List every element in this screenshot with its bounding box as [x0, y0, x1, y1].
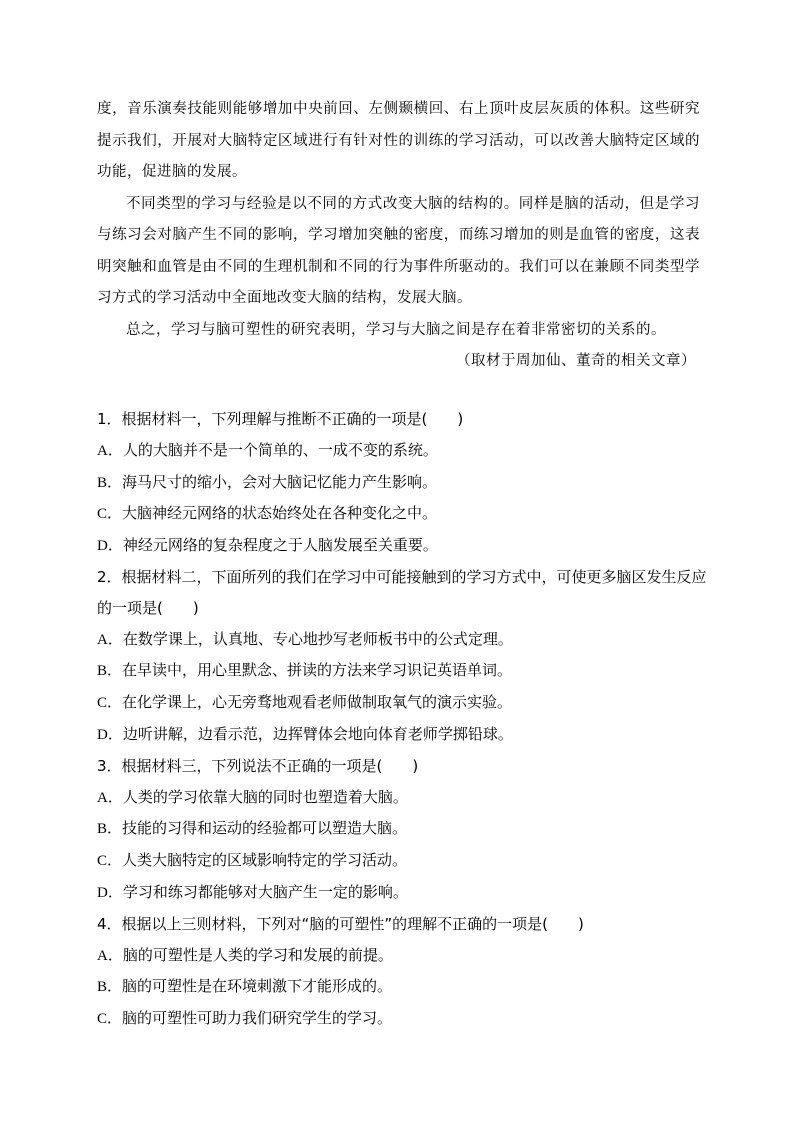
- question-stem: 1．根据材料一，下列理解与推断不正确的一项是( ): [97, 410, 464, 428]
- option-text: 人类大脑特定的区域影响特定的学习活动。: [122, 851, 408, 870]
- option-text: 大脑神经元网络的状态始终处在各种变化之中。: [122, 504, 438, 523]
- passage-paragraph-2: 不同类型的学习与经验是以不同的方式改变大脑的结构的。同样是脑的活动，但是学习与练习会对脑产生不同的影响，学习增加突触的密度，而练习增加的则是血管的密度，这表明突触和血管是由不同的生理机制和不同的行为事件所驱动的。我们可以在兼顾不同类型学习方式的学习活动中全面地改变大脑的结构，发展大脑。: [97, 195, 700, 306]
- option-d: [97, 877, 707, 909]
- passage-paragraph-1: 度，音乐演奏技能则能够增加中央前回、左侧颞横回、右上顶叶皮层灰质的体积。这些研究提示我们，开展对大脑特定区域进行有针对性的训练的学习活动，可以改善大脑特定区域的功能，促进脑的发展。: [97, 101, 700, 180]
- option-text: 人类的学习依靠大脑的同时也塑造着大脑。: [122, 787, 408, 806]
- option-text: 人的大脑并不是一个简单的、一成不变的系统。: [122, 440, 438, 459]
- option-b: [97, 467, 707, 499]
- option-c: [97, 845, 707, 877]
- option-b: [97, 813, 707, 845]
- option-text: 脑的可塑性是人类的学习和发展的前提。: [122, 945, 393, 964]
- option-c: [97, 498, 707, 530]
- question-3: [97, 751, 707, 909]
- option-a: [97, 435, 707, 467]
- option-letter: D．: [97, 884, 123, 901]
- question-stem: 3．根据材料三，下列说法不正确的一项是( ): [97, 756, 419, 775]
- option-text: 边听讲解，边看示范，边挥臂体会地向体育老师学掷铅球。: [122, 724, 513, 743]
- question-2: [97, 562, 707, 751]
- option-letter: B．: [97, 821, 123, 838]
- option-text: 在数学课上，认真地、专心地抄写老师板书中的公式定理。: [122, 629, 513, 648]
- option-letter: C．: [97, 853, 123, 870]
- option-d: [97, 719, 707, 751]
- option-letter: A．: [97, 947, 123, 964]
- option-c: [97, 687, 707, 719]
- question-list: [97, 404, 707, 1035]
- option-text: 在早读中，用心里默念、拼读的方法来学习识记英语单词。: [122, 661, 513, 680]
- option-letter: D．: [97, 726, 123, 743]
- option-text: 脑的可塑性可助力我们研究学生的学习。: [122, 1009, 393, 1028]
- option-text: 神经元网络的复杂程度之于人脑发展至关重要。: [122, 536, 438, 555]
- option-text: 海马尺寸的缩小，会对大脑记忆能力产生影响。: [122, 472, 438, 491]
- option-a: [97, 782, 707, 814]
- option-letter: A．: [97, 631, 123, 648]
- option-letter: A．: [97, 442, 123, 459]
- option-letter: C．: [97, 1011, 123, 1028]
- option-b: [97, 971, 707, 1003]
- option-d: [97, 530, 707, 562]
- option-letter: C．: [97, 506, 123, 523]
- question-1: [97, 404, 707, 562]
- option-letter: D．: [97, 538, 123, 555]
- reading-passage: [97, 94, 700, 378]
- option-a: [97, 940, 707, 972]
- option-a: [97, 624, 707, 656]
- question-4: [97, 909, 707, 1035]
- option-c: [97, 1003, 707, 1035]
- passage-paragraph-3: 总之，学习与脑可塑性的研究表明，学习与大脑之间是存在着非常密切的关系的。: [126, 321, 666, 338]
- option-text: 在化学课上，心无旁骛地观看老师做制取氧气的演示实验。: [122, 693, 513, 712]
- question-stem: 4．根据以上三则材料，下列对“脑的可塑性”的理解不正确的一项是( ): [97, 914, 584, 933]
- option-letter: C．: [97, 695, 123, 712]
- option-letter: B．: [97, 474, 123, 491]
- option-text: 学习和练习都能够对大脑产生一定的影响。: [122, 882, 408, 901]
- option-letter: B．: [97, 979, 123, 996]
- option-letter: B．: [97, 663, 123, 680]
- option-text: 技能的习得和运动的经验都可以塑造大脑。: [122, 819, 408, 838]
- passage-source: （取材于周加仙、董奇的相关文章）: [456, 353, 696, 369]
- option-b: [97, 655, 707, 687]
- option-text: 脑的可塑性是在环境刺激下才能形成的。: [122, 977, 393, 996]
- option-letter: A．: [97, 789, 123, 806]
- question-stem: 2．根据材料二，下面所列的我们在学习中可能接触到的学习方式中，可使更多脑区发生反应的一项是( ): [97, 567, 707, 617]
